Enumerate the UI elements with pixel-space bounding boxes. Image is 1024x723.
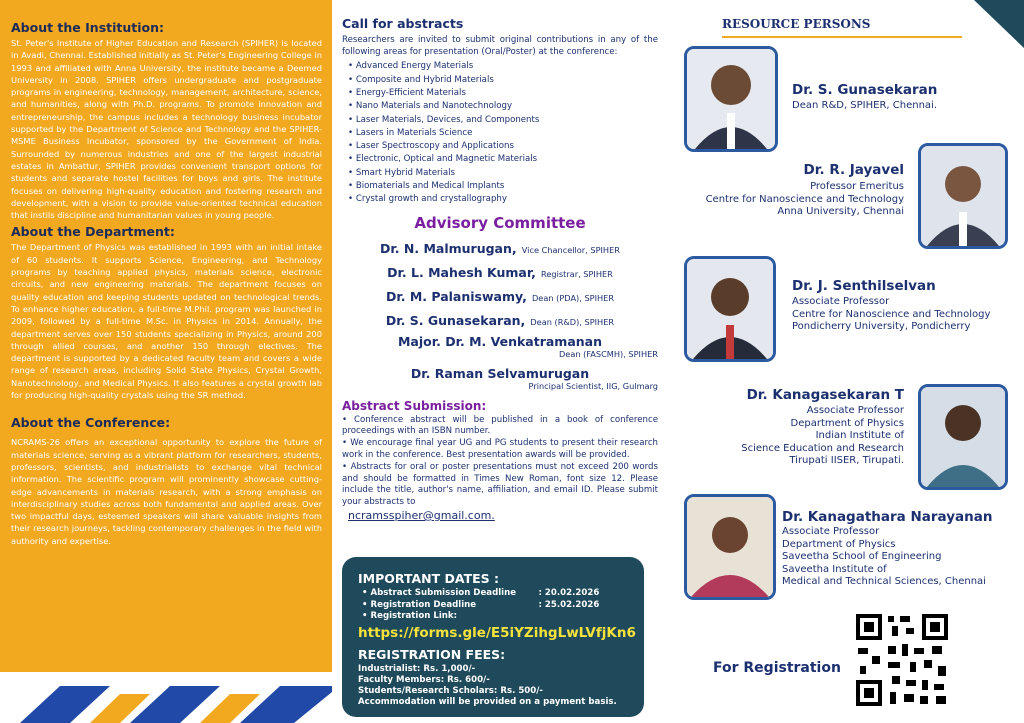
info-line: Tirupati IISER, Tirupati.: [789, 455, 904, 466]
member-name: Dr. N. Malmurugan,: [380, 240, 517, 256]
topic-item: • Electronic, Optical and Magnetic Materials: [348, 153, 658, 166]
person-silhouette-icon: [687, 259, 773, 359]
member-role: Dean (PDA), SPIHER: [532, 292, 615, 303]
advisory-member: [342, 285, 658, 309]
department-text: The Department of Physics was established in 1993 with an initial intake of 60 students. It supports Science, Engineering, and Technology programs by teaching applied physics, materials science, electronic circuits, and new engineering materials. The department focuses on quality education and keeping students updated on technological trends. To enhance higher education, a full-time M.Phil. program was launched in 2009, followed by a full-time M.Sc. in Physics in 2014. Annually, the department serves over 150 students specializing in Physics, around 200 through allied courses, and another 150 through electives. The department is supported by a dedicated faculty team and covers a wide range of research areas, including Solid State Physics, Crystal Growth, Nanotechnology, and Medical Physics. It also features a crystal growth lab for producing high-quality crystals using the SR method.: [11, 242, 322, 401]
advisory-member: [342, 261, 658, 285]
member-role: Vice Chancellor, SPIHER: [521, 244, 620, 255]
person-silhouette-icon: [921, 146, 1005, 246]
fee-line: Accommodation will be provided on a payment basis.: [358, 696, 617, 707]
date-label: Registration Deadline: [370, 599, 477, 610]
heading-underline: [722, 36, 962, 38]
member-role: Principal Scientist, IIG, Gulmarg: [528, 380, 658, 391]
abstract-heading: Abstract Submission:: [342, 398, 487, 413]
date-label: Abstract Submission Deadline: [370, 588, 517, 598]
registration-link-label: • Registration Link:: [362, 611, 630, 623]
topic-item: • Advanced Energy Materials: [348, 60, 658, 73]
speaker-photo: [684, 46, 778, 152]
info-line: Indian Institute of: [815, 430, 904, 441]
date-value: : 25.02.2026: [538, 599, 600, 610]
advisory-heading: Advisory Committee: [414, 213, 586, 232]
member-name: Dr. M. Palaniswamy,: [385, 288, 527, 304]
fee-line: Students/Research Scholars: Rs. 500/-: [358, 685, 543, 696]
topic-item: • Lasers in Materials Science: [348, 127, 658, 140]
dates-heading: IMPORTANT DATES :: [358, 571, 500, 586]
middle-panel: [332, 0, 666, 723]
info-line: Centre for Nanoscience and Technology: [705, 193, 904, 205]
registration-label: For Registration: [713, 660, 841, 676]
registration-link[interactable]: https://forms.gle/E5iYZihgLwLVfjKn6: [358, 624, 636, 641]
topic-item: • Nano Materials and Nanotechnology: [348, 100, 658, 113]
speaker-photo: [684, 494, 776, 600]
speaker-name: Dr. Kanagathara Narayanan: [782, 509, 993, 525]
abstract-item: • Conference abstract will be published in a book of conference proceedings with an ISBN number.: [342, 415, 658, 439]
speaker-info: Dean R&D, SPIHER, Chennai.: [792, 100, 938, 111]
member-name: Dr. Raman Selvamurugan: [410, 365, 590, 381]
topic-item: • Smart Hybrid Materials: [348, 167, 658, 180]
institution-heading: About the Institution:: [11, 20, 165, 35]
topic-item: • Laser Materials, Devices, and Components: [348, 114, 658, 127]
call-heading: Call for abstracts: [342, 16, 464, 31]
fees-heading: REGISTRATION FEES:: [358, 646, 506, 662]
info-line: Professor Emeritus: [810, 181, 904, 192]
speaker-info: [782, 526, 986, 589]
info-line: Centre for Nanoscience and Technology: [792, 308, 991, 320]
fee-line: Faculty Members: Rs. 600/-: [358, 674, 490, 685]
conference-text: NCRAMS-26 offers an exceptional opportunity to explore the future of materials science, serving as a vibrant platform for researchers, students, professors, scientists, and industrialists to exchange vital technical information. The scientific program will prominently showcase cutting-edge advancements in materials research, with a strong emphasis on interdisciplinary studies across both fundamental and applied areas. Over two impactful days, esteemed speakers will share valuable insights from their research journeys, tackling contemporary challenges in the field with authority and expertise.: [11, 437, 322, 546]
abstract-item: • We encourage final year UG and PG students to present their research work in the conference. Best presentation awards will be provided.: [342, 438, 658, 462]
info-line: Pondicherry University, Pondicherry: [792, 321, 971, 332]
info-line: Associate Professor: [782, 526, 880, 537]
speaker-info: [741, 405, 904, 468]
person-silhouette-icon: [687, 497, 773, 597]
topic-item: • Composite and Hybrid Materials: [348, 74, 658, 87]
advisory-member: [342, 237, 658, 261]
topic-item: • Laser Spectroscopy and Applications: [348, 140, 658, 153]
member-name: Dr. S. Gunasekaran,: [385, 312, 526, 328]
info-line: Saveetha Institute of: [782, 563, 887, 575]
call-intro: Researchers are invited to submit original contributions in any of the following areas for presentation (Oral/Poster) at the conference:: [342, 35, 658, 57]
info-line: Associate Professor: [806, 405, 904, 416]
fee-line: Industrialist: Rs. 1,000/-: [358, 663, 476, 674]
speaker-info: [792, 296, 990, 334]
member-role: Dean (R&D), SPIHER: [530, 316, 615, 327]
topic-item: • Biomaterials and Medical Implants: [348, 180, 658, 193]
speaker-photo: [918, 384, 1008, 490]
advisory-member: [342, 367, 658, 393]
right-panel: [666, 0, 1024, 723]
speaker-info: [706, 181, 904, 219]
member-role: Dean (FASCMH), SPIHER: [558, 348, 658, 359]
abstract-email-link[interactable]: ncramsspiher@gmail.com.: [348, 509, 495, 523]
info-line: Saveetha School of Engineering: [782, 551, 942, 562]
info-line: Department of Physics: [790, 417, 904, 429]
speaker-name: Dr. R. Jayavel: [803, 162, 904, 178]
person-silhouette-icon: [921, 387, 1005, 487]
speaker-name: Dr. S. Gunasekaran: [792, 82, 938, 98]
advisory-member: [342, 309, 658, 333]
important-dates-box: [342, 557, 644, 717]
info-line: Department of Physics: [782, 538, 896, 550]
speaker-photo: [918, 143, 1008, 249]
institution-text: St. Peter's Institute of Higher Education and Research (SPIHER) is located in Avadi, Chennai. Established initially as St. Peter's Engineering College in 1993 and affiliated with Anna University, the institute became a Deemed University in 2008. SPIHER offers undergraduate and postgraduate programs in engineering, technology, management, architecture, science, and humanities, along with Ph.D. programs. To promote innovation and entrepreneurship, the campus includes a technology business incubator supported by the Department of Science and Technology and the SPIHER-MSME Business Incubator, sponsored by the Government of India. Surrounded by numerous industries and one of the largest industrial estates in Ambattur, SPIHER provides convenient transport options for students and separate hostel facilities for boys and girls. The institute focuses on delivering high-quality education and fostering research and development, with a vision to provide value-oriented technical education that instils discipline and humanitarian values in young people.: [11, 38, 322, 221]
resource-heading: RESOURCE PERSONS: [722, 17, 871, 31]
topic-item: • Crystal growth and crystallography: [348, 193, 658, 206]
member-name: Dr. L. Mahesh Kumar,: [387, 264, 536, 280]
advisory-member: [342, 335, 658, 361]
member-role: Registrar, SPIHER: [541, 268, 613, 279]
speaker-name: Dr. Kanagasekaran T: [746, 387, 904, 403]
info-line: Associate Professor: [792, 296, 890, 307]
info-line: Medical and Technical Sciences, Chennai: [782, 576, 986, 587]
corner-decoration: [944, 0, 1024, 48]
info-line: Anna University, Chennai: [777, 206, 904, 217]
department-heading: About the Department:: [11, 224, 175, 240]
dates-list: [358, 588, 630, 623]
speaker-photo: [684, 256, 776, 362]
info-line: Science Education and Research: [741, 442, 904, 454]
date-item: [362, 588, 630, 600]
speaker-name: Dr. J. Senthilselvan: [792, 278, 936, 294]
qr-code-icon[interactable]: [852, 610, 952, 710]
left-panel: [0, 0, 332, 723]
abstract-list: [342, 415, 658, 509]
abstract-item: • Abstracts for oral or poster presentations must not exceed 200 words and should be formatted in Times New Roman, font size 12. Please include the title, author's name, affiliation, and email ID. Please submit your abstracts to: [342, 462, 658, 509]
person-silhouette-icon: [687, 49, 775, 149]
topic-item: • Energy-Efficient Materials: [348, 87, 658, 100]
topic-list: [342, 60, 658, 206]
date-item: [362, 600, 630, 612]
date-value: : 20.02.2026: [538, 588, 600, 598]
conference-heading: About the Conference:: [11, 415, 171, 431]
decorative-stripes: [0, 672, 332, 723]
member-name: Major. Dr. M. Venkatramanan: [397, 333, 602, 349]
